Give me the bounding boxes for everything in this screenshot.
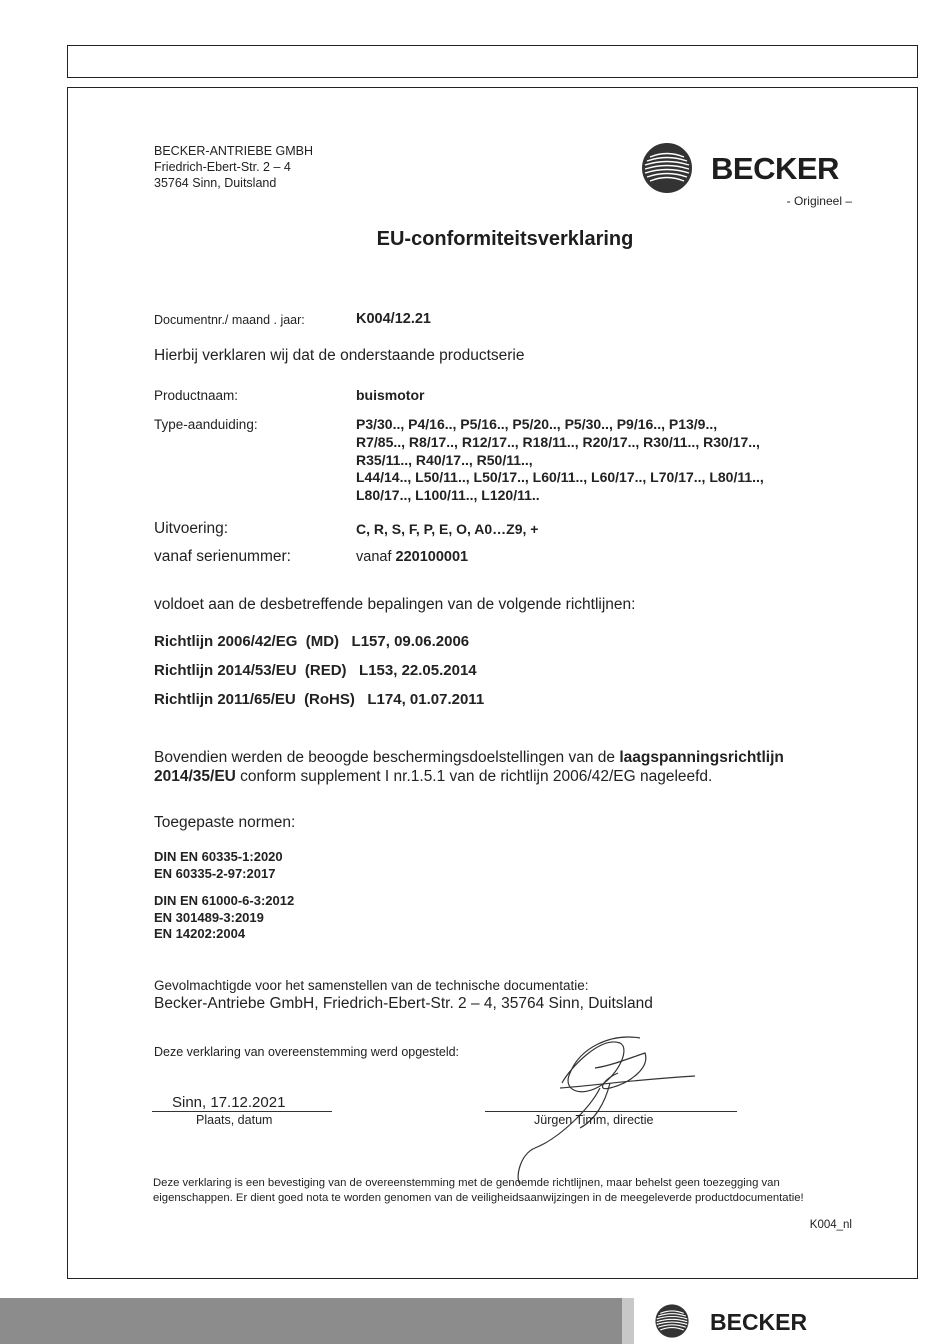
norm-item: DIN EN 60335-1:2020 [154,849,283,864]
document-title: EU-conformiteitsverklaring [376,228,634,250]
intro-text: Hierbij verklaren wij dat de onderstaande productserie [154,347,525,364]
norm-item: EN 14202:2004 [154,926,246,941]
norm-item: EN 301489-3:2019 [154,909,264,925]
drawn-up-text: Deze verklaring van overeenstemming werd opgesteld: [154,1045,460,1059]
serial-prefix: vanaf [356,549,396,565]
execution-value: C, R, S, F, P, E, O, A0…Z9, + [356,521,539,537]
type-line: P3/30.., P4/16.., P5/16.., P5/20.., P5/30.., P9/16.., P13/9.., [356,416,718,432]
type-list [356,416,764,505]
serial-label: vanaf serienummer: [154,548,291,565]
doc-number-label: Documentnr./ maand . jaar: [154,313,305,327]
lv-text-1: Bovendien werden de beoogde beschermingsdoelstellingen van de [154,749,620,766]
original-note: - Origineel – [786,194,852,208]
company-address [154,143,313,191]
norm-item: DIN EN 61000-6-3:2012 [154,893,295,908]
authorized-line-2: Becker-Antriebe GmbH, Friedrich-Ebert-Str. 2 – 4, 35764 Sinn, Duitsland [154,995,653,1012]
place-date-label: Plaats, datum [196,1113,273,1127]
place-date-value: Sinn, 17.12.2021 [172,1094,286,1111]
norms-group-2 [154,893,294,943]
type-line: L80/17.., L100/11.., L120/11.. [356,487,540,504]
type-line: R7/85.., R8/17.., R12/17.., R18/11.., R20/17.., R30/11.., R30/17.., [356,433,760,450]
type-line: R35/11.., R40/17.., R50/11.., [356,451,533,468]
signature-line [485,1111,737,1112]
type-line: L44/14.., L50/11.., L50/17.., L60/11.., L60/17.., L70/17.., L80/11.., [356,469,764,486]
directive-rohs: Richtlijn 2011/65/EU (RoHS) L174, 01.07.2011 [154,691,485,708]
lv-text-2: conform supplement I nr.1.5.1 van de richtlijn 2006/42/EG nageleefd. [235,768,713,785]
norms-group-1 [154,849,283,882]
execution-label: Uitvoering: [154,520,229,537]
lv-directive-number: 2014/35/EU [154,768,236,785]
norm-item: EN 60335-2-97:2017 [154,865,276,881]
low-voltage-paragraph [154,748,854,786]
footer-brand-name: BECKER [710,1309,808,1335]
top-empty-box [67,45,918,78]
lv-directive-name: laagspanningsrichtlijn [619,749,784,766]
disclaimer-text: Deze verklaring is een bevestiging van de overeenstemming met de genoemde richtlijnen, maar behelst geen toezegging van eigenschappen. Er dient goed nota te worden genomen van de veiligheidsaanwijzingen in de meegeleverde productdocumentatie! [153,1177,804,1204]
signature-icon [500,1028,700,1188]
directive-red: Richtlijn 2014/53/EU (RED) L153, 22.05.2014 [154,662,477,679]
company-street: Friedrich-Ebert-Str. 2 – 4 [154,160,291,174]
document-reference: K004_nl [809,1219,852,1231]
signatory-name: Jürgen Timm, directie [534,1113,654,1127]
norms-label: Toegepaste normen: [154,814,296,831]
authorized-line-1: Gevolmachtigde voor het samenstellen van de technische documentatie: [154,978,589,993]
directive-md: Richtlijn 2006/42/EG (MD) L157, 09.06.2006 [154,633,470,650]
footer-bar [0,1298,622,1344]
place-date-line [152,1111,332,1112]
footer-bar-accent [622,1298,634,1344]
becker-emblem-icon [641,142,693,194]
serial-value: 220100001 [395,549,469,565]
complies-text: voldoet aan de desbetreffende bepalingen van de volgende richtlijnen: [154,596,636,613]
footer-logo [654,1303,854,1339]
becker-emblem-icon [654,1303,690,1339]
type-label: Type-aanduiding: [154,417,258,432]
becker-logo [641,142,861,194]
product-value: buismotor [356,387,425,403]
company-city: 35764 Sinn, Duitsland [154,176,277,190]
product-label: Productnaam: [154,388,239,403]
serial-value-line [356,549,468,565]
doc-number-value: K004/12.21 [356,311,431,327]
company-name: BECKER-ANTRIEBE GMBH [154,144,314,158]
brand-name: BECKER [711,151,839,186]
